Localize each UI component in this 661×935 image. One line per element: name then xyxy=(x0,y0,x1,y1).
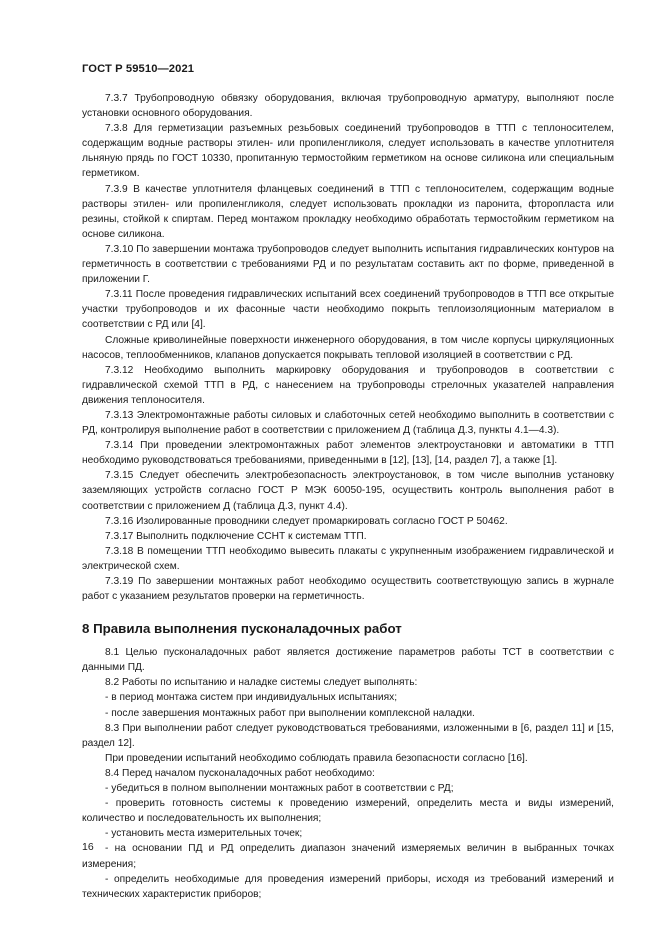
paragraph-8-3-safety: При проведении испытаний необходимо соблюдать правила безопасности согласно [16]. xyxy=(105,752,528,764)
paragraph-7-3-11: 7.3.11 После проведения гидравлических испытаний всех соединений трубопроводов в ТТП все открытые участки трубопроводов и их фасонные части необходимо покрыть теплоизоляционным материалом в соответствии с РД или [4]. xyxy=(82,289,614,331)
list-item: - в период монтажа систем при индивидуальных испытаниях; xyxy=(105,692,398,704)
paragraph-7-3-14: 7.3.14 При проведении электромонтажных работ элементов электроустановки и автоматики в ТТП необходимо руководствоваться требованиями, приведенными в [12], [13], [14, раздел 7], а также [1]. xyxy=(82,440,614,467)
paragraph-7-3-12: 7.3.12 Необходимо выполнить маркировку оборудования и трубопроводов в соответствии с гидравлической схемой ТТП в РД, с нанесением на трубопроводы стрелочных указателей направления движения теплоносителя. xyxy=(82,364,614,406)
list-item: - проверить готовность системы к проведению измерений, определить места и виды измерений, количество и последовательность их выполнения; xyxy=(82,798,614,825)
paragraph-8-4: 8.4 Перед началом пусконаладочных работ необходимо: xyxy=(105,767,375,779)
paragraph-8-1: 8.1 Целью пусконаладочных работ является достижение параметров работы ТСТ в соответствии с данными ПД. xyxy=(82,647,614,674)
paragraph-7-3-11-continued: Сложные криволинейные поверхности инженерного оборудования, в том числе корпусы циркуляционных насосов, теплообменников, клапанов допускается покрывать тепловой изоляцией в соответствии с РД. xyxy=(82,334,614,361)
paragraph-7-3-7: 7.3.7 Трубопроводную обвязку оборудования, включая трубопроводную арматуру, выполняют после установки основного оборудования. xyxy=(82,93,614,120)
list-item: - определить необходимые для проведения измерений приборы, исходя из требований измерений и технических характеристик приборов; xyxy=(82,873,614,900)
list-item: - после завершения монтажных работ при выполнении комплексной наладки. xyxy=(105,707,475,719)
paragraph-7-3-18: 7.3.18 В помещении ТТП необходимо вывесить плакаты с укрупненным изображением гидравлической и электрической схем. xyxy=(82,545,614,572)
page-number: 16 xyxy=(82,841,94,853)
page-body xyxy=(82,91,614,902)
list-item: - на основании ПД и РД определить диапазон значений измеряемых величин в выбранных точках измерения; xyxy=(82,843,614,870)
paragraph-7-3-16: 7.3.16 Изолированные проводники следует промаркировать согласно ГОСТ Р 50462. xyxy=(105,515,508,527)
list-item: - установить места измерительных точек; xyxy=(105,828,303,840)
paragraph-7-3-9: 7.3.9 В качестве уплотнителя фланцевых соединений в ТТП с теплоносителем, содержащим водные растворы этилен- или пропиленгликоля, следует использовать прокладки из паронита, фторопласта или резины, стойкой к спиртам. Перед монтажом прокладку необходимо обработать термостойким герметиком на основе силикона. xyxy=(82,183,614,240)
paragraph-7-3-13: 7.3.13 Электромонтажные работы силовых и слаботочных сетей необходимо выполнить в соответствии с РД, контролируя выполнение работ в соответствии с приложением Д (таблица Д.3, пункты 4.1—4.3). xyxy=(82,409,614,437)
paragraph-8-2: 8.2 Работы по испытанию и наладке системы следует выполнять: xyxy=(105,677,418,689)
paragraph-7-3-15: 7.3.15 Следует обеспечить электробезопасность электроустановок, в том числе выполнив установку заземляющих устройств согласно ГОСТ Р МЭК 60050-195, осуществить контроль выполнения работ в соответствии с приложением Д (таблица Д.3, пункт 4.4). xyxy=(82,470,614,512)
list-item: - убедиться в полном выполнении монтажных работ в соответствии с РД; xyxy=(105,783,454,795)
paragraph-7-3-10: 7.3.10 По завершении монтажа трубопроводов следует выполнить испытания гидравлических контуров на герметичность в соответствии с требованиями РД и по результатам составить акт по форме, приведенной в приложении Г. xyxy=(82,243,614,286)
paragraph-7-3-8: 7.3.8 Для герметизации разъемных резьбовых соединений трубопроводов в ТТП с теплоносителем, содержащим водные растворы этилен- или пропиленгликоля, следует использовать в качестве уплотнителя льняную прядь по ГОСТ 10330, пропитанную термостойким герметиком на основе силикона или специальным герметиком. xyxy=(82,123,614,180)
paragraph-7-3-19: 7.3.19 По завершении монтажных работ необходимо осуществить соответствующую запись в журнале работ с указанием результатов проверки на герметичность. xyxy=(82,576,614,603)
section-8-heading: 8 Правила выполнения пусконаладочных работ xyxy=(82,621,402,637)
paragraph-8-3: 8.3 При выполнении работ следует руководствоваться требованиями, изложенными в [6, раздел 11] и [15, раздел 12]. xyxy=(82,722,614,749)
document-header: ГОСТ Р 59510—2021 xyxy=(82,63,195,75)
paragraph-7-3-17: 7.3.17 Выполнить подключение ССНТ к системам ТТП. xyxy=(105,530,367,542)
